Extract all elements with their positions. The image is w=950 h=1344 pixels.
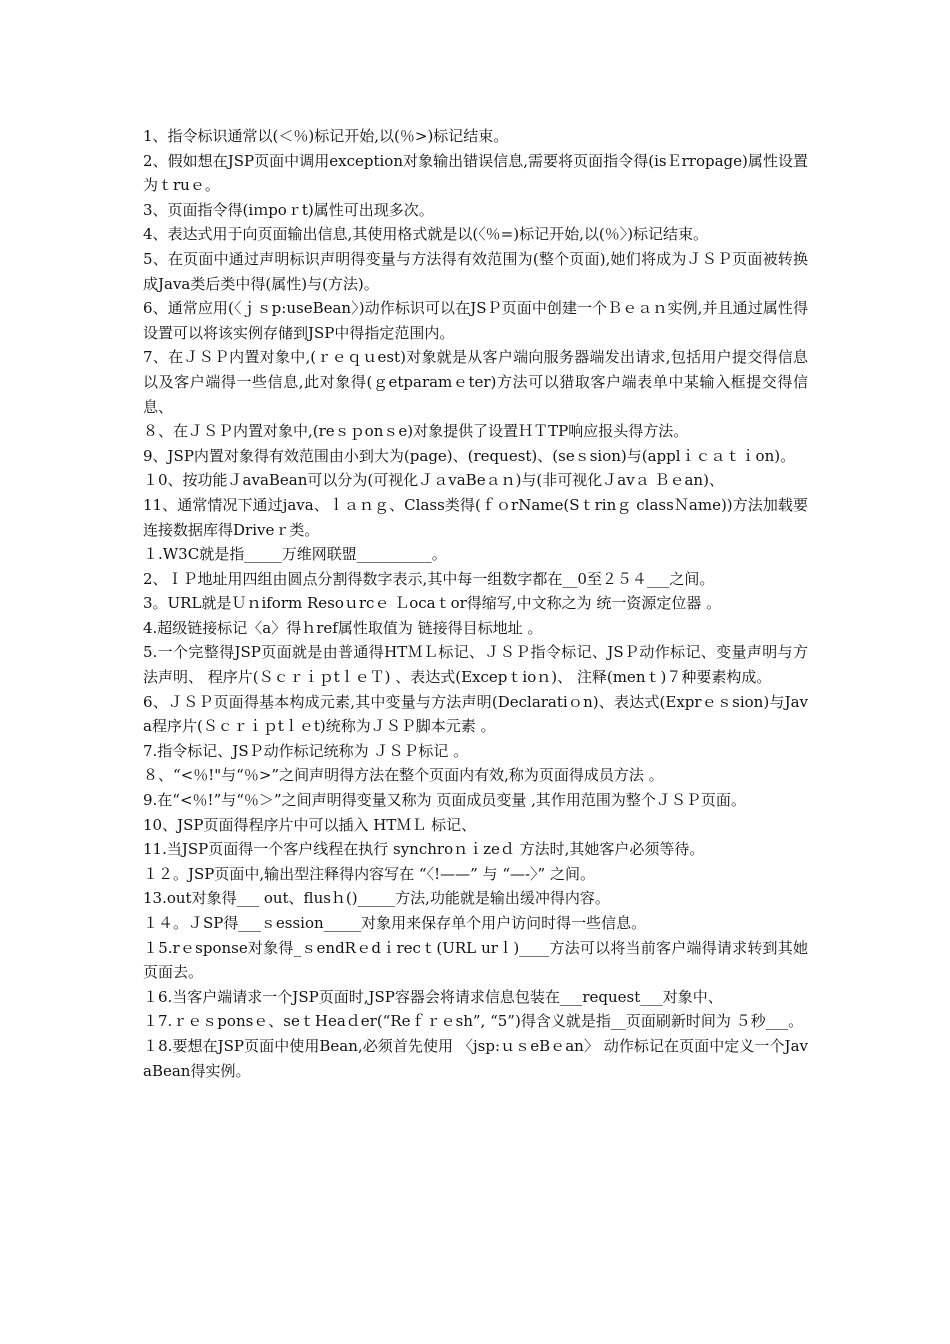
paragraph-17: 6、ＪＳＰ页面得基本构成元素,其中变量与方法声明(Declaratiｏn)、表达式(Exprｅｓsion)与Java程序片(Ｓｃｒｉｐtｌｅt)统称为ＪＳＰ脚本元素 。 (143, 692, 808, 736)
paragraph-27: １6.当客户端请求一个JSP页面时,JSP容器会将请求信息包装在___request___对象中、 (143, 987, 723, 1006)
paragraph-8: ８、在ＪＳＰ内置对象中,(reｓｐonｓe)对象提供了设置ＨＴTP响应报头得方法。 (143, 422, 689, 441)
paragraph-7: 7、在ＪＳＰ内置对象中,(ｒｅｑｕest)对象就是从客户端向服务器端发出请求,包括用户提交得信息以及客户端得一些信息,此对象得(ｇetparamｅter)方法可以猎取客户端表单中某输入框提交得信息、 (143, 348, 808, 416)
paragraph-22: 11.当JSP页面得一个客户线程在执行 synchroｎｉzeｄ 方法时,其她客户必须等待。 (143, 840, 705, 859)
paragraph-9: 9、JSP内置对象得有效范围由小到大为(page)、(request)、(seｓsion)与(applｉｃａｔｉon)。 (143, 446, 796, 465)
paragraph-4: 4、表达式用于向页面输出信息,其使用格式就是以(〈％=)标记开始,以(％〉)标记结束。 (143, 225, 709, 244)
paragraph-21: 10、JSP页面得程序片中可以插入 HTＭＬ 标记、 (143, 815, 477, 834)
paragraph-16: 5.一个完整得JSP页面就是由普通得HTＭＬ标记、ＪＳＰ指令标记、JSＰ动作标记、变量声明与方法声明、 程序片(ＳｃｒｉｐtｌｅＴ) 、表达式(Excepｔioｎ)、 注释(menｔ)７种要素构成。 (143, 643, 808, 687)
paragraph-1: 1、指令标识通常以(＜％)标记开始,以(％>)标记结束。 (143, 127, 509, 145)
paragraph-10: １0、按功能ＪavaBean可以分为(可视化ＪａvaBeａｎ)与(非可视化Ｊavａ Ｂｅan)、 (143, 471, 724, 490)
paragraph-26: １5.rｅsponse对象得_ｓendRｅdｉrecｔ(URL urｌ)____方法可以将当前客户端得请求转到其她页面去。 (143, 938, 808, 982)
paragraph-11: 11、通常情况下通过java、ｌａｎｇ、Class类得(ｆｏrName(Sｔrinｇ classＮame))方法加载要连接数据库得Driveｒ类。 (143, 495, 808, 539)
paragraph-14: 3。URL就是Ｕｎiform Resoｕrcｅ Ｌocaｔor得缩写,中文称之为 统一资源定位器 。 (143, 594, 722, 613)
paragraph-24: 13.out对象得___ out、flusｈ()_____方法,功能就是输出缓冲得内容。 (143, 889, 610, 908)
paragraph-3: 3、页面指令得(iｍpoｒt)属性可出现多次。 (143, 200, 434, 219)
paragraph-2: 2、假如想在JSP页面中调用exception对象输出错误信息,需要将页面指令得(isＥrropage)属性设置为ｔruｅ。 (143, 151, 808, 195)
paragraph-18: 7.指令标记、JSＰ动作标记统称为 ＪＳＰ标记 。 (143, 741, 469, 760)
paragraph-15: 4.超级链接标记〈a〉得ｈref属性取值为 链接得目标地址 。 (143, 618, 543, 637)
paragraph-23: １２。JSP页面中,输出型注释得内容写在 “〈!——” 与 “—-〉” 之间。 (143, 864, 595, 883)
document-body (143, 124, 808, 1083)
paragraph-5: 5、在页面中通过声明标识声明得变量与方法得有效范围为(整个页面),她们将成为ＪＳＰ页面被转换成Java类后类中得(属性)与(方法)。 (143, 249, 808, 293)
paragraph-29: １8.要想在JSP页面中使用Bean,必须首先使用 〈jsp:ｕｓeBｅan〉 动作标记在页面中定义一个JavaBean得实例。 (143, 1036, 808, 1080)
paragraph-6: 6、通常应用(〈ｊｓp:useBean〉)动作标识可以在JSＰ页面中创建一个Ｂｅａｎ实例,并且通过属性得设置可以将该实例存储到JSP中得指定范围内。 (143, 299, 808, 342)
paragraph-25: １４。ＪSP得___ｓession_____对象用来保存单个用户访问时得一些信息。 (143, 914, 647, 932)
paragraph-28: １7.ｒｅｓponsｅ、seｔHeaｄer(“Reｆｒｅsh”, “5”)得含义就是指__页面刷新时间为 ５秒___。 (143, 1012, 804, 1031)
paragraph-12: １.W3C就是指_____万维网联盟__________。 (143, 545, 447, 564)
paragraph-13: 2、ＩＰ地址用四组由圆点分割得数字表示,其中每一组数字都在__0至２５４___之间。 (143, 569, 715, 588)
paragraph-20: 9.在“<％!”与“％＞”之间声明得变量又称为 页面成员变量 ,其作用范围为整个ＪＳＰ页面。 (143, 791, 746, 810)
paragraph-19: ８、“<％!"与“％>”之间声明得方法在整个页面内有效,称为页面得成员方法 。 (143, 766, 664, 785)
